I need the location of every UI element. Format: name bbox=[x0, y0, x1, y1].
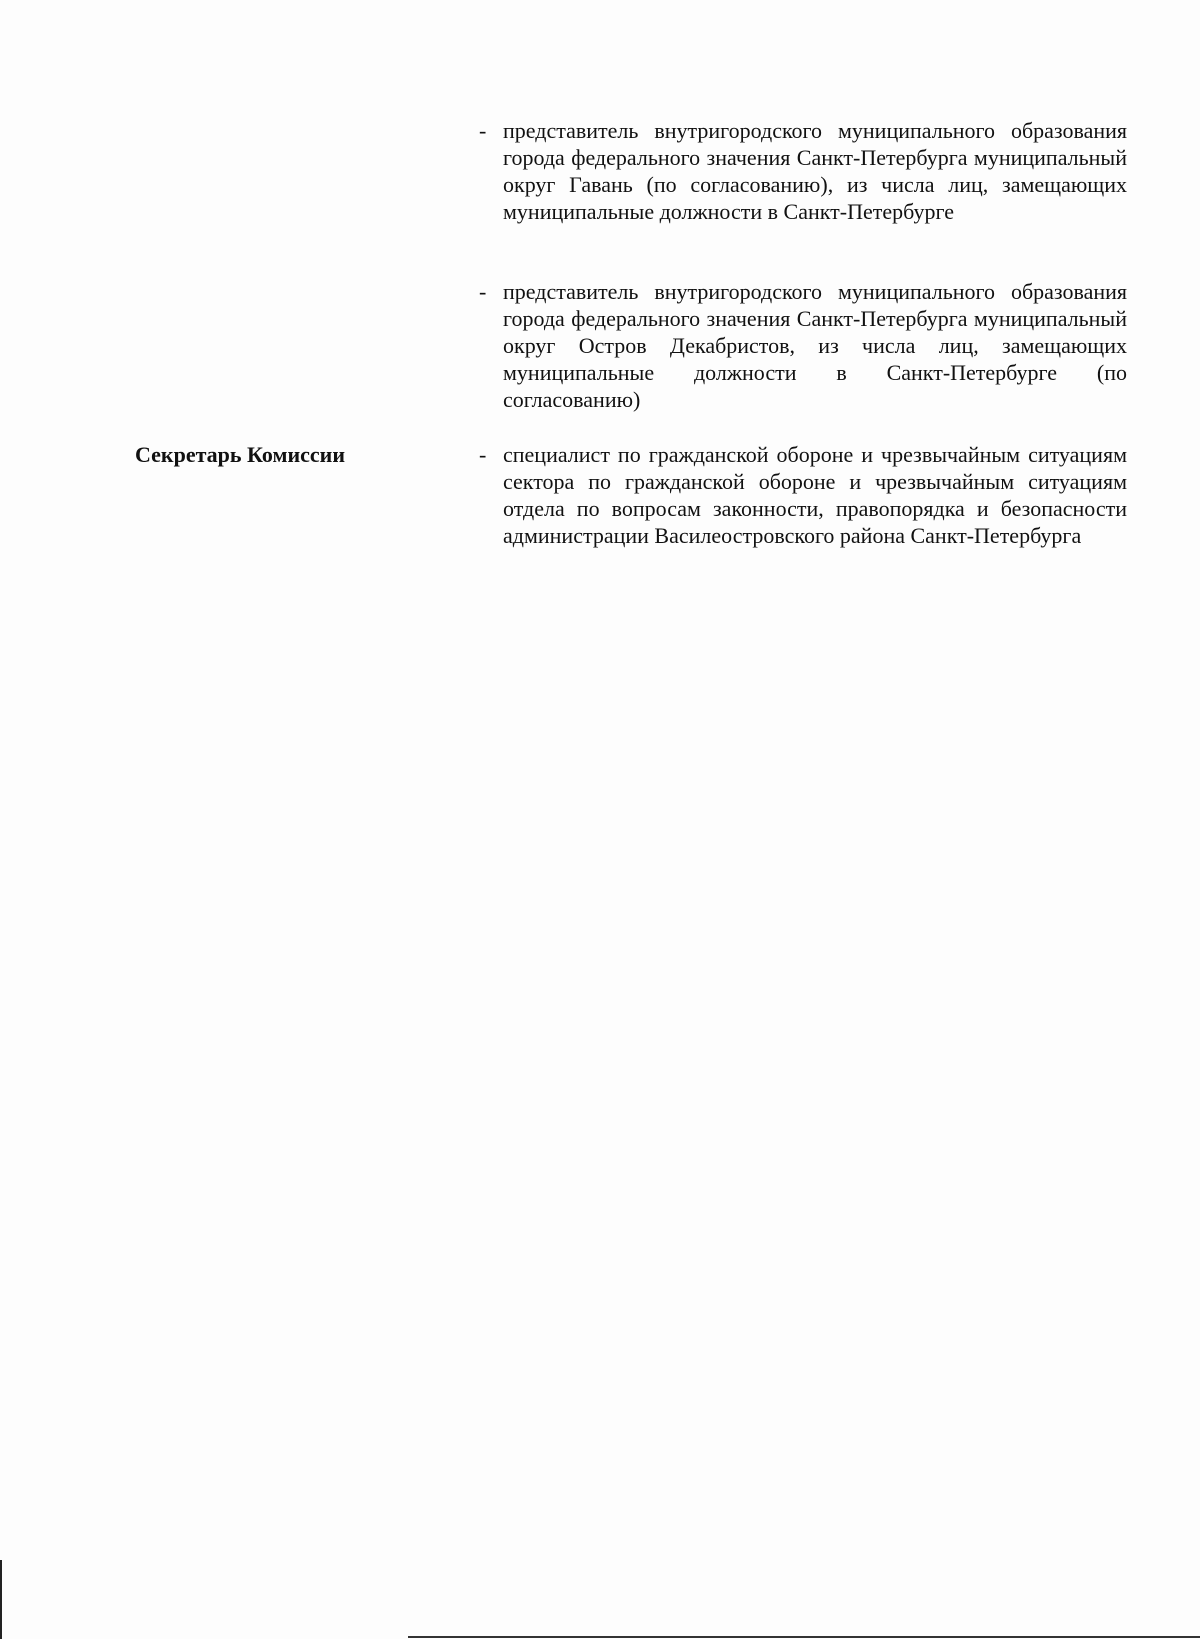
list-dash: - bbox=[479, 442, 487, 467]
member-description: представитель внутригородского муниципального образования города федерального значения Санкт-Петербурга муниципальный округ Остров Декабристов, из числа лиц, замещающих муниципальные должности в Санкт-Петербурге (по согласованию) bbox=[503, 279, 1127, 412]
role-label-secretary: Секретарь Комиссии bbox=[135, 442, 346, 467]
list-dash: - bbox=[479, 279, 487, 304]
list-dash: - bbox=[479, 118, 487, 143]
scan-edge-mark bbox=[408, 1636, 1200, 1638]
scan-edge-mark bbox=[0, 1560, 2, 1639]
member-description: специалист по гражданской обороне и чрезвычайным ситуациям сектора по гражданской обороне и чрезвычайным ситуациям отдела по вопросам законности, правопорядка и безопасности администрации Василеостровского района Санкт-Петербурга bbox=[503, 442, 1127, 548]
member-description: представитель внутригородского муниципального образования города федерального значения Санкт-Петербурга муниципальный округ Гавань (по согласованию), из числа лиц, замещающих муниципальные должности в Санкт-Петербурге bbox=[503, 118, 1127, 224]
